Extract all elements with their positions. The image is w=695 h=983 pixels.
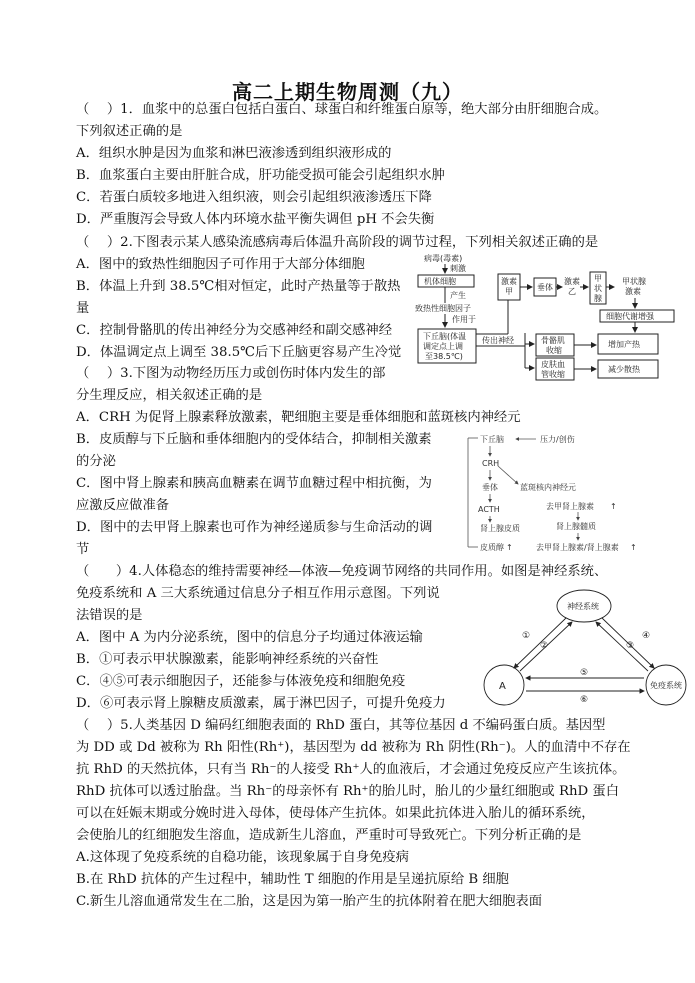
catecholamine-label: 去甲肾上腺素/肾上腺素 [536, 543, 619, 552]
up-arrow-icon: ↑ [630, 543, 637, 552]
metabolism-label: 细胞代谢增强 [606, 312, 654, 321]
muscle-label-2: 收缩 [546, 346, 562, 355]
option-line: D．体温调定点上调至 38.5℃后下丘脑更容易产生冷觉 [76, 345, 402, 360]
norepinephrine-label: 去甲肾上腺素 [546, 502, 594, 511]
option-line: B．①可表示甲状腺激素，能影响神经系统的兴奋性 [76, 652, 379, 667]
hypothalamus-label-3: 至38.5℃) [425, 352, 463, 361]
signal-2-label: ② [540, 641, 549, 651]
immune-system-node: 免疫系统 [650, 681, 682, 690]
option-line: 的分泌 [76, 454, 116, 469]
heat-loss-label: 减少散热 [608, 365, 640, 374]
question-text-line: 会使胎儿的红细胞发生溶血，造成新生儿溶血，严重时可导致死亡。下列分析正确的是 [76, 828, 582, 843]
option-line: 量 [76, 301, 90, 316]
question-text-line: RhD 抗体可以透过胎盘。当 Rh⁻的母亲怀有 Rh⁺的胎儿时，胎儿的少量红细胞或 RhD 蛋白 [76, 784, 619, 799]
skin-vessel-label-2: 管收缩 [541, 370, 565, 379]
pituitary-node: 垂体 [482, 483, 498, 492]
hypothalamus-label: 下丘脑(体温 [423, 332, 467, 341]
stress-label: 压力/创伤 [540, 435, 575, 444]
up-arrow-icon: ↑ [506, 543, 513, 552]
stress-response-diagram [460, 432, 670, 557]
option-line: C．若蛋白质较多地进入组织液，则会引起组织液渗透压下降 [76, 190, 432, 205]
efferent-nerve-label: 传出神经 [482, 336, 514, 345]
option-line: A．图中的致热性细胞因子可作用于大部分体细胞 [76, 257, 365, 272]
option-line: B．血浆蛋白主要由肝脏合成，肝功能受损可能会引起组织水肿 [76, 168, 445, 183]
adrenal-medulla-node: 肾上腺髓质 [556, 522, 596, 531]
option-line: B．体温上升到 38.5℃相对恒定，此时产热量等于散热 [76, 279, 401, 294]
hormone-b-label-2: 乙 [568, 287, 576, 296]
option-line: 应激反应做准备 [76, 498, 170, 513]
adrenal-cortex-node: 肾上腺皮质 [480, 524, 520, 533]
option-line: A．图中 A 为内分泌系统，图中的信息分子均通过体液运输 [76, 630, 423, 645]
signal-1-label: ① [522, 631, 531, 641]
option-line: B.在 RhD 抗体的产生过程中，辅助性 T 细胞的作用是呈递抗原给 B 细胞 [76, 872, 509, 887]
option-line: C．④⑤可表示细胞因子，还能参与体液免疫和细胞免疫 [76, 674, 406, 689]
thyroid-label: 甲 [594, 274, 602, 283]
signal-5-label: ⑤ [580, 668, 589, 678]
hormone-a-label: 激素 [501, 277, 517, 286]
up-arrow-icon: ↑ [610, 502, 617, 511]
option-line: D．⑥可表示肾上腺糖皮质激素，属于淋巴因子，可提升免疫力 [76, 696, 446, 711]
question-text-line: 法错误的是 [76, 608, 143, 623]
question-text-line: （ ）1．血浆中的总蛋白包括白蛋白、球蛋白和纤维蛋白原等，绝大部分由肝细胞合成。 [76, 102, 608, 117]
virus-label: 病毒(毒素) [424, 254, 463, 263]
regulation-network-diagram [478, 588, 690, 713]
thyroid-label-3: 腺 [594, 294, 602, 303]
question-text-line: 可以在妊娠末期或分娩时进入母体，使母体产生抗体。如果此抗体进入胎儿的循环系统， [76, 806, 595, 821]
option-line: C.新生儿溶血通常发生在二胎，这是因为第一胎产生的抗体附着在肥大细胞表面 [76, 894, 543, 909]
hypothalamus-node: 下丘脑 [480, 435, 504, 444]
acth-label: ACTH [478, 505, 500, 514]
thyroid-label-2: 状 [594, 284, 602, 293]
option-line: B．皮质醇与下丘脑和垂体细胞内的受体结合，抑制相关激素 [76, 432, 432, 447]
cytokine-action-label: 作用于 [452, 315, 476, 324]
question-text-line: 免疫系统和 A 三大系统通过信息分子相互作用示意图。下列说 [76, 586, 440, 601]
heat-production-label: 增加产热 [608, 340, 640, 349]
crh-label: CRH [482, 459, 500, 468]
hormone-b-label: 激素 [564, 277, 580, 286]
nervous-system-node: 神经系统 [567, 602, 599, 611]
produce-label: 产生 [450, 291, 466, 300]
question-text-line: （ ）3.下图为动物经历压力或创伤时体内发生的部 [76, 366, 386, 381]
skin-vessel-label: 皮肤血 [541, 360, 565, 369]
question-text-line: （ ）5.人类基因 D 编码红细胞表面的 RhD 蛋白，其等位基因 d 不编码蛋白质。基因型 [76, 718, 606, 733]
thyroxine-label: 甲状腺 [622, 277, 646, 286]
body-cell-label: 机体细胞 [424, 277, 456, 286]
hormone-a-label-2: 甲 [505, 287, 513, 296]
signal-6-label: ⑥ [580, 695, 589, 705]
option-line: 节 [76, 542, 90, 557]
question-text-line: （ ）4.人体稳态的维持需要神经—体液—免疫调节网络的共同作用。如图是神经系统、 [76, 564, 608, 579]
question-text-line: （ ）2.下图表示某人感染流感病毒后体温升高阶段的调节过程，下列相关叙述正确的是 [76, 235, 599, 250]
thyroxine-label-2: 激素 [625, 287, 641, 296]
option-line: C．图中肾上腺素和胰高血糖素在调节血糖过程中相抗衡，为 [76, 476, 432, 491]
stimulate-label: 刺激 [450, 264, 466, 273]
question-text-line: 下列叙述正确的是 [76, 124, 183, 139]
option-line: D．图中的去甲肾上腺素也可作为神经递质参与生命活动的调 [76, 520, 433, 535]
cytokine-label: 致热性细胞因子 [415, 304, 471, 313]
option-line: C．控制骨骼肌的传出神经分为交感神经和副交感神经 [76, 323, 393, 338]
signal-3-label: ③ [626, 641, 635, 651]
option-line: A.这体现了免疫系统的自稳功能，该现象属于自身免疫病 [76, 850, 409, 865]
question-text-line: 为 DD 或 Dd 被称为 Rh 阳性(Rh⁺)，基因型为 dd 被称为 Rh 阴性(Rh⁻)。人的血清中不存在 [76, 740, 631, 755]
cortisol-label: 皮质醇 [480, 543, 504, 552]
muscle-label: 骨骼肌 [541, 336, 565, 345]
option-line: A．CRH 为促肾上腺素释放激素，靶细胞主要是垂体细胞和蓝斑核内神经元 [76, 410, 521, 425]
signal-4-label: ④ [642, 631, 651, 641]
fever-regulation-diagram [410, 250, 685, 385]
question-text-line: 分生理反应，相关叙述正确的是 [76, 388, 263, 403]
endocrine-a-node: A [499, 681, 506, 692]
page-title: 高二上期生物周测（九） [232, 80, 463, 104]
pituitary-label: 垂体 [537, 283, 553, 292]
locus-coeruleus-node: 蓝斑核内神经元 [520, 483, 576, 492]
option-line: A．组织水肿是因为血浆和淋巴液渗透到组织液形成的 [76, 146, 392, 161]
option-line: D．严重腹泻会导致人体内环境水盐平衡失调但 pH 不会失衡 [76, 212, 435, 227]
question-text-line: 抗 RhD 的天然抗体，只有当 Rh⁻的人接受 Rh⁺人的血液后，才会通过免疫反应产生该抗体。 [76, 762, 626, 777]
hypothalamus-label-2: 调定点上调 [423, 342, 463, 351]
